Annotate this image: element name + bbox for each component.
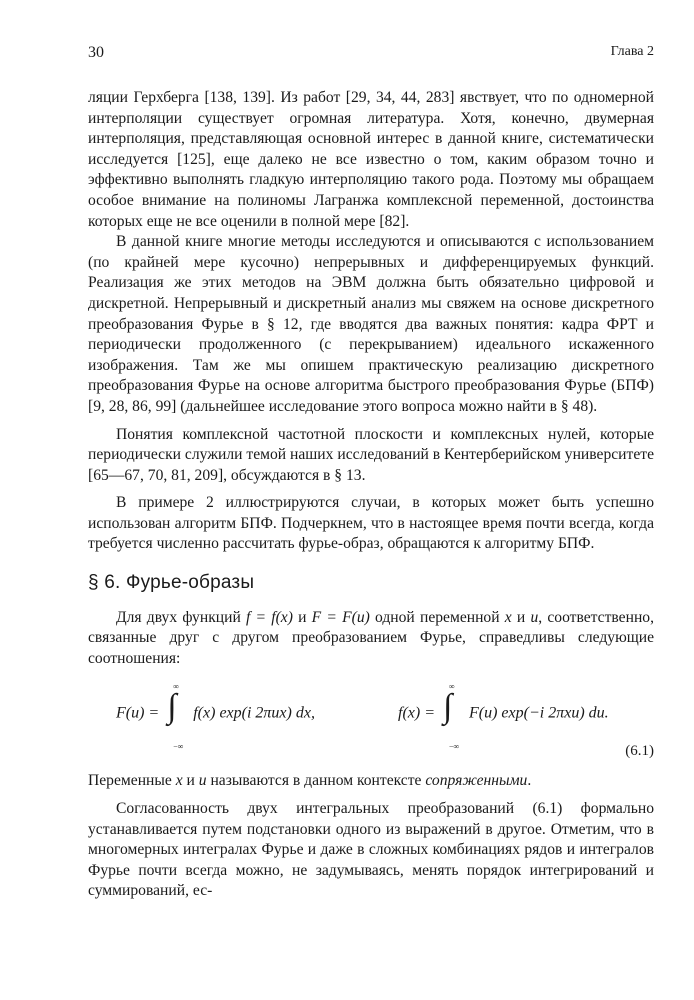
- forward-transform: F(u) = ∞ ∫ −∞ f(x) exp(i 2πux) dx,: [116, 682, 315, 752]
- paragraph-1: ляции Герхберга [138, 139]. Из работ [29, 34, 44, 283] явствует, что по одномерной интерполяции существует огромная литература. Хотя, конечно, двумерная интерполяция, представляющая основной интерес в данной книге, систематически исследуется [125], еще далеко не все известно о том, каким образом точно и эффективно выполнять гладкую интерполяцию такого рода. Поэтому мы обращаем особое внимание на полиномы Лагранжа комплексной переменной, достоинства которых еще не все оценили в полной мере [82].: [88, 89, 654, 230]
- fourier-pair-formula: [88, 677, 654, 763]
- integral-sign-1: ∞ ∫ −∞: [167, 682, 184, 752]
- paragraph-last: Согласованность двух интегральных преобразований (6.1) формально устанавливается путем подстановки одного из выражений в другое. Отметим, что в многомерных интегралах Фурье и даже в сложных комбинациях рядов и интегралов Фурье почти всегда можно, не задумываясь, менять порядок интегрирований и суммирований, ес-: [88, 800, 654, 900]
- f-definition: f = f(x): [246, 608, 293, 626]
- paragraph-4: В примере 2 иллюстрируются случаи, в которых может быть успешно использован алгоритм БПФ. Подчеркнем, что в настоящее время почти всегда, когда требуется численно рассчитать фурье-образ, обращаются к алгоритму БПФ.: [88, 494, 654, 553]
- formula-intro: Для двух функций f = f(x) и F = F(u) одной переменной x и u, соответственно, связанные друг с другом преобразованием Фурье, справедливы следующие соотношения:: [88, 608, 654, 667]
- paragraph-3: Понятия комплексной частотной плоскости и комплексных нулей, которые периодически служили темой наших исследований в Кентерберийском университете [65—67, 70, 81, 209], обсуждаются в § 13.: [88, 425, 654, 484]
- page-number: 30: [88, 44, 104, 61]
- section-heading: § 6. Фурье-образы: [88, 572, 255, 594]
- conjugate-definition: Переменные x и u называются в данном контексте сопряженными.: [88, 772, 532, 790]
- emphasized-term: сопряженными: [425, 772, 528, 790]
- chapter-label: Глава 2: [610, 44, 654, 59]
- page-header: [88, 44, 654, 66]
- page-body: [88, 88, 654, 902]
- F-definition: F = F(u): [311, 608, 370, 626]
- integral-sign-2: ∞ ∫ −∞: [443, 682, 460, 752]
- inverse-transform: f(x) = ∞ ∫ −∞ F(u) exp(−i 2πxu) du.: [398, 682, 609, 752]
- paragraph-2: В данной книге многие методы исследуются и описываются с использованием (по крайней мере кусочно) непрерывных и дифференцируемых функций. Реализация же этих методов на ЭВМ должна быть обязательно цифровой и дискретной. Непрерывный и дискретный анализ мы свяжем на основе дискретного преобразования Фурье в § 12, где вводятся два важных понятия: кадра ФРТ и периодически продолженного (с перекрыванием) идеального искаженного изображения. Там же мы опишем практическую реализацию дискретного преобразования Фурье на основе алгоритма быстрого преобразования Фурье (БПФ) [9, 28, 86, 99] (дальнейшее исследование этого вопроса можно найти в § 48).: [88, 233, 654, 415]
- equation-number: (6.1): [625, 743, 654, 760]
